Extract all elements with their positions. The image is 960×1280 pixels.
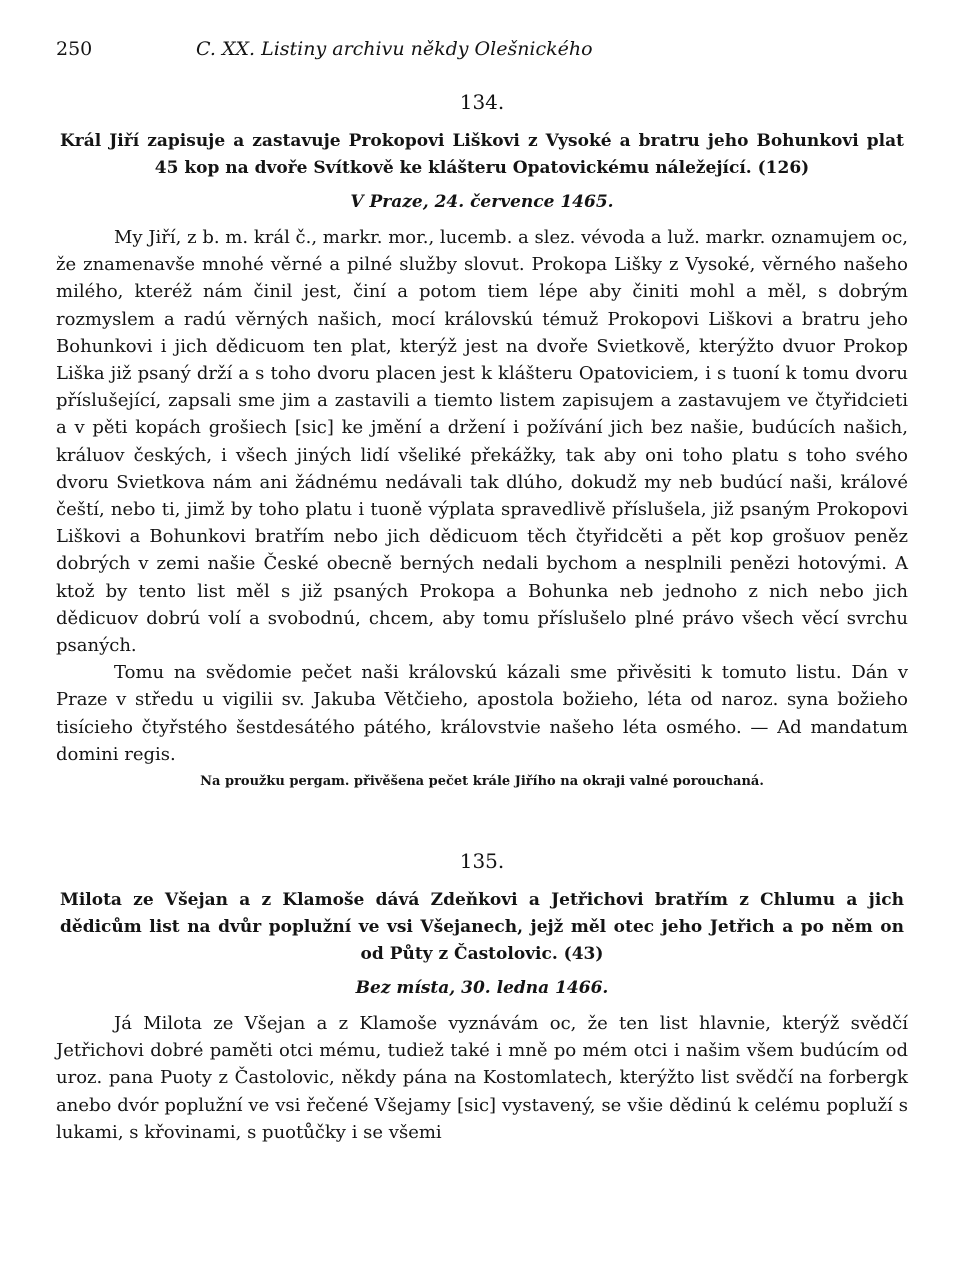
regest-135: Milota ze Všejan a z Klamoše dává Zdeňkovi a Jetřichovi bratřím z Chlumu a jich dědicům list na dvůr poplužní ve vsi Všejanech, jejž měl otec jeho Jetřich a po něm on od Půty z Častolovic. (43) bbox=[60, 890, 904, 965]
document-number-135: 135. bbox=[459, 849, 505, 874]
dateline-134: V Praze, 24. července 1465. bbox=[350, 192, 614, 212]
seal-note-134: Na proužku pergam. přivěšena pečet krále Jiřího na okraji valné porouchaná. bbox=[200, 774, 764, 790]
running-title: C. XX. Listiny archivu někdy Olešnického bbox=[196, 38, 593, 60]
regest-134: Král Jiří zapisuje a zastavuje Prokopovi Liškovi z Vysoké a bratru jeho Bohunkovi plat 45 kop na dvoře Svítkově ke klášteru Opatovickému náležející. (126) bbox=[60, 131, 904, 178]
page-number: 250 bbox=[56, 38, 93, 60]
text-135 bbox=[56, 1010, 908, 1146]
paragraph-134-1: My Jiří, z b. m. král č., markr. mor., lucemb. a slez. vévoda a luž. markr. oznamujem oc, že znamenavše mnohé věrné a pilné služby slovut. Prokopa Lišky z Vysoké, věrného našeho milého, kteréž nám činil jest, činí a potom tiem lépe aby činiti mohl a měl, s dobrým rozmyslem a radú věrných našich, mocí královskú témuž Prokopovi Liškovi a bratru jeho Bohunkovi i jich dědicuom ten plat, kterýž jest na dvoře Svietkově, kterýžto dvuor Prokop Liška již psaný drží a s toho dvoru placen jest k klášteru Opatoviciem, i s tuoní k tomu dvoru příslušející, zapsali sme jim a zastavili a tiemto listem zapisujem a zastavujem ve čtyřidcieti a v pěti kopách grošiech [sic] ke jmění a držení i požívání jich bez našie, budúcích našich, králuov českých, i všech jiných lidí všeliké překážky, tak aby oni toho platu s toho svého dvoru Svietkova nám ani žádnému nedávali tak dlúho, dokudž my neb budúcí naši, králové čeští, nebo ti, jimž by toho platu i tuoně výplata spravedlivě příslušela, již psaným Prokopovi Liškovi a Bohunkovi bratřím nebo jich dědicuom těch čtyřidcěti a pět kop grošuov peněz dobrých v zemi našie České obecně berných nedali bychom a nesplnili penězi hotovými. A ktož by tento list měl s již psaných Prokopa a Bohunka neb jednoho z nich nebo jich dědicuov dobrú volí a svobodnú, chcem, aby tomu příslušelo plné právo všech věcí svrchu psaných. bbox=[56, 227, 908, 657]
text-134 bbox=[56, 224, 908, 768]
running-header bbox=[56, 38, 908, 74]
paragraph-134-2: Tomu na svědomie pečet naši královskú kázali sme přivěsiti k tomuto listu. Dán v Praze v středu u vigilii sv. Jakuba Větčieho, apostola božieho, léta od naroz. syna božieho tisícieho čtyřstého šestdesátého pátého, královstvie našeho léta osmého. — Ad mandatum domini regis. bbox=[56, 662, 908, 765]
dateline-135: Bez místa, 30. ledna 1466. bbox=[355, 978, 609, 999]
document-page bbox=[56, 38, 908, 1146]
section-spacer bbox=[56, 789, 908, 833]
document-number-134: 134. bbox=[459, 90, 505, 114]
paragraph-135-1: Já Milota ze Všejan a z Klamoše vyznávám oc, že ten list hlavnie, kterýž svědčí Jetřichovi dobré paměti otci mému, tudiež také i mně po mém otci i našim všem budúcím od uroz. pana Puoty z Častolovic, někdy pána na Kostomlatech, kterýžto list svědčí na forbergk anebo dvór poplužní ve vsi řečené Všejamy [sic] vystavený, se všie dědinú k celému popluží s lukami, s křovinami, s puotůčky i se všemi bbox=[56, 1013, 908, 1143]
